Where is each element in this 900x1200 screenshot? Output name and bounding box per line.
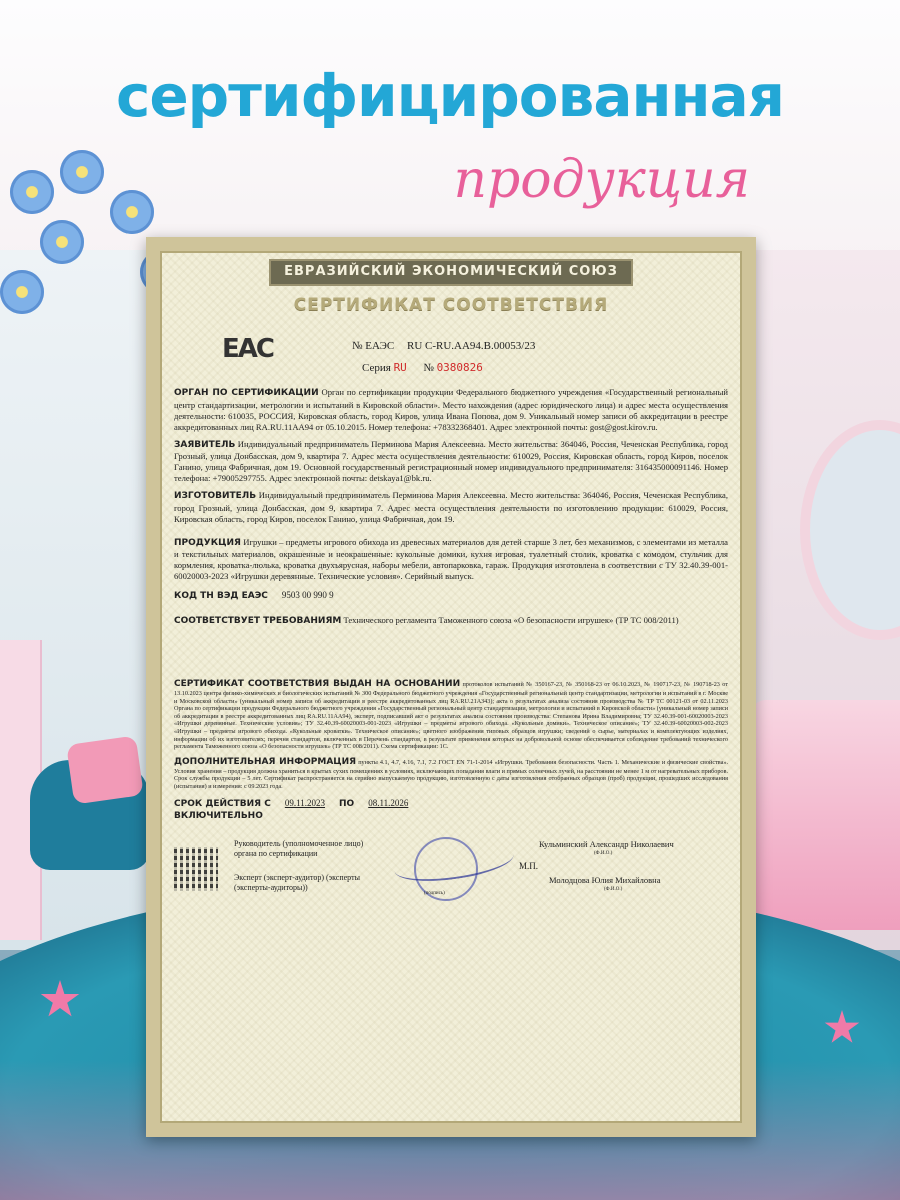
signature-block <box>174 829 728 919</box>
complies-label: СООТВЕТСТВУЕТ ТРЕБОВАНИЯМ <box>174 615 342 626</box>
certificate-title: СЕРТИФИКАТ СООТВЕТСТВИЯ <box>293 294 609 315</box>
basis-text: протоколов испытаний № 350167-23, № 350168-23 от 06.10.2023, № 190717-23, № 190718-23 от 13.10.2023 центра физико-химических и биологических испытаний № 300 Федерального бюджетного учреждения «Государственный региональный центр стандартизации, метрологии и испытаний в г. Москве и Московской области» (уникальный номер записи об аккредитации в реестре аккредитованных лиц RA.RU.21АЗ43); акта о результатах анализа состояния производства № ТР ТС 00121-03 от 02.11.2023 Органа по сертификации продукции Федерального бюджетного учреждения «Государственный региональный центр стандартизации, метрологии и испытаний в Кировской области» (уникальный номер записи об аккредитации в реестре аккредитованных лиц RA.RU.11AA94), эксперт, подписавший акт о результатах анализа состояния производства: Степанова Ирина Владимировна; ТУ 32.40.39-001-60020003-2023 «Игрушки деревянные. Технические условия»; ТУ 32.40.39-60020003-001-2023 «Игрушки – предметы игрового обихода. «Кукольные домики». Техническое описание»; ТУ 32.40.39-60020003-002-2023 «Игрушки – предметы игрового обихода. «Кукольные кроватки». Техническое описание»; цветного изображения типовых образцов игрушки; сведений о сырье, материалах и комплектующих изделиях, информации об их изготовителях; перечня стандартов, включенных в Перечень стандартов, в результате применения которых на добровольной основе обеспечивается соблюдение требований технического регламента Таможенного союза «О безопасности игрушек» (ТР ТС 008/2011). Схема сертификации: 1С. <box>174 681 728 751</box>
product-text: Игрушки – предметы игрового обихода из древесных материалов для детей старше 3 лет, без механизмов, с элементами из металла и текстильных материалов, окрашенные и неокрашенные: кукольные домики, кухня игровая, туалетный столик, кроватка с комодом, стульчик для кормления, кроватка-люлька, кроватка двухъярусная, наборы мебели, автопарковка, гараж. Продукция изготовлена в соответствии с ТУ 32.40.39-001-60020003-2023 «Игрушки деревянные. Технические условия». Серийный выпуск. <box>174 536 728 582</box>
section-applicant <box>174 439 728 485</box>
organ-label: ОРГАН ПО СЕРТИФИКАЦИИ <box>174 388 319 398</box>
flower-icon <box>0 270 44 314</box>
applicant-text: Индивидуальный предприниматель Перминова Мария Алексеевна. Место жительства: 364046, Россия, Чеченская Республика, город Грозный, улица Донбасская, дом 9, квартира 7. Адрес места осуществления деятельности: 610029, Россия, Кировская область, город Киров, поселок Ганино, улица Фабричная, дом 19. Основной государственный регистрационный номер индивидуального предпринимателя: 316435000091146. Номер телефона: +79005297755. Адрес электронной почты: detskaya1@bk.ru. <box>174 438 728 484</box>
basis-label: СЕРТИФИКАТ СООТВЕТСТВИЯ ВЫДАН НА ОСНОВАНИИ <box>174 679 461 690</box>
serial-value: 0380826 <box>436 361 483 374</box>
certificate-number <box>352 339 535 353</box>
inclusive-label: ВКЛЮЧИТЕЛЬНО <box>174 811 263 822</box>
extra-text: пункты 4.1, 4.7, 4.16, 7.1, 7.2 ГОСТ EN 71-1-2014 «Игрушки. Требования безопасности. Часть 1. Механические и физические свойства». Условия хранения – продукция должна храниться в крытых сухих помещениях в условиях, исключающих попадания влаги и прямых солнечных лучей, на расстоянии не менее 1 м от нагревательных приборов. Срок службы продукции – 5 лет. Сертификат распространяется на серийно выпускаемую продукцию, изготовленную с даты изготовления отобранных образцов (проб) продукции, прошедших исследования (испытания) и измерения: с 09.2023 года. <box>174 758 729 790</box>
pillow <box>66 735 144 804</box>
manufacturer-label: ИЗГОТОВИТЕЛЬ <box>174 491 257 502</box>
expert-name: Молодцова Юлия Михайловна <box>549 874 661 885</box>
qr-code-icon <box>174 847 218 891</box>
eac-logo: EAC <box>222 334 273 364</box>
banner-heading: сертифицированная <box>115 62 785 130</box>
complies-text: Технического регламента Таможенного союза «О безопасности игрушек» (ТР ТС 008/2011) <box>343 614 679 625</box>
section-basis <box>174 679 728 750</box>
validity-label: СРОК ДЕЙСТВИЯ С <box>174 799 271 810</box>
section-validity <box>174 798 728 811</box>
section-organ <box>174 387 728 433</box>
manufacturer-text: Индивидуальный предприниматель Перминова Мария Алексеевна. Место жительства: 364046, Россия, Чеченская Республика, город Грозный, улица Донбасская, дом 9, квартира 7. Адрес места осуществления деятельности по изготовлению продукции: 610029, Россия, Кировская область, город Киров, поселок Ганино, улица Фабричная, дом 19. <box>174 490 728 524</box>
valid-to: 08.11.2026 <box>368 798 409 809</box>
union-header: ЕВРАЗИЙСКИЙ ЭКОНОМИЧЕСКИЙ СОЮЗ <box>269 259 633 286</box>
series-label: Серия <box>362 362 391 374</box>
certificate <box>146 237 756 1137</box>
extra-label: ДОПОЛНИТЕЛЬНАЯ ИНФОРМАЦИЯ <box>174 756 357 767</box>
head-name: Кульминский Александр Николаевич <box>539 838 674 849</box>
signature-caption: (подпись) <box>424 890 445 896</box>
series-value: RU <box>393 361 407 374</box>
section-manufacturer <box>174 490 728 525</box>
certificate-body <box>174 381 728 919</box>
number-value: RU C-RU.AA94.B.00053/23 <box>406 340 536 352</box>
applicant-label: ЗАЯВИТЕЛЬ <box>174 439 236 450</box>
fio-caption-1: (Ф.И.О.) <box>594 850 613 856</box>
code-value: 9503 00 990 9 <box>281 590 334 601</box>
code-label: КОД ТН ВЭД ЕАЭС <box>174 591 268 602</box>
banner-subheading: продукция <box>453 150 750 210</box>
valid-from: 09.11.2023 <box>284 798 326 809</box>
section-extra <box>174 757 728 791</box>
number-label: № ЕАЭС <box>352 340 395 352</box>
section-code <box>174 590 728 603</box>
serial-label: № <box>423 362 434 374</box>
head-label: Руководитель (уполномоченное лицо) органа по сертификации <box>234 838 364 859</box>
fio-caption-2: (Ф.И.О.) <box>604 886 623 892</box>
serial-line <box>362 361 483 375</box>
product-label: ПРОДУКЦИЯ <box>174 537 241 548</box>
organ-text: Орган по сертификации продукции Федерального бюджетного учреждения «Государственный региональный центр стандартизации, метрологии и испытаний в Кировской области». Место нахождения (адрес юридического лица) и адрес места осуществления деятельности: 610035, РОССИЯ, Кировская область, город Киров, улица Ивана Попова, дом 9. Уникальный номер записи об аккредитации в реестре аккредитованных лиц RA.RU.11AA94 от 05.10.2015. Номер телефона: +78332368401. Адрес электронной почты: gost@gost.kirov.ru. <box>174 387 728 432</box>
valid-to-label: ПО <box>339 799 355 810</box>
mp-label: М.П. <box>519 860 539 871</box>
flower-icon <box>40 220 84 264</box>
expert-label: Эксперт (эксперт-аудитор) (эксперты (эксперты-аудиторы)) <box>234 872 360 893</box>
section-complies <box>174 615 728 628</box>
bed <box>750 700 900 930</box>
section-product <box>174 537 728 583</box>
